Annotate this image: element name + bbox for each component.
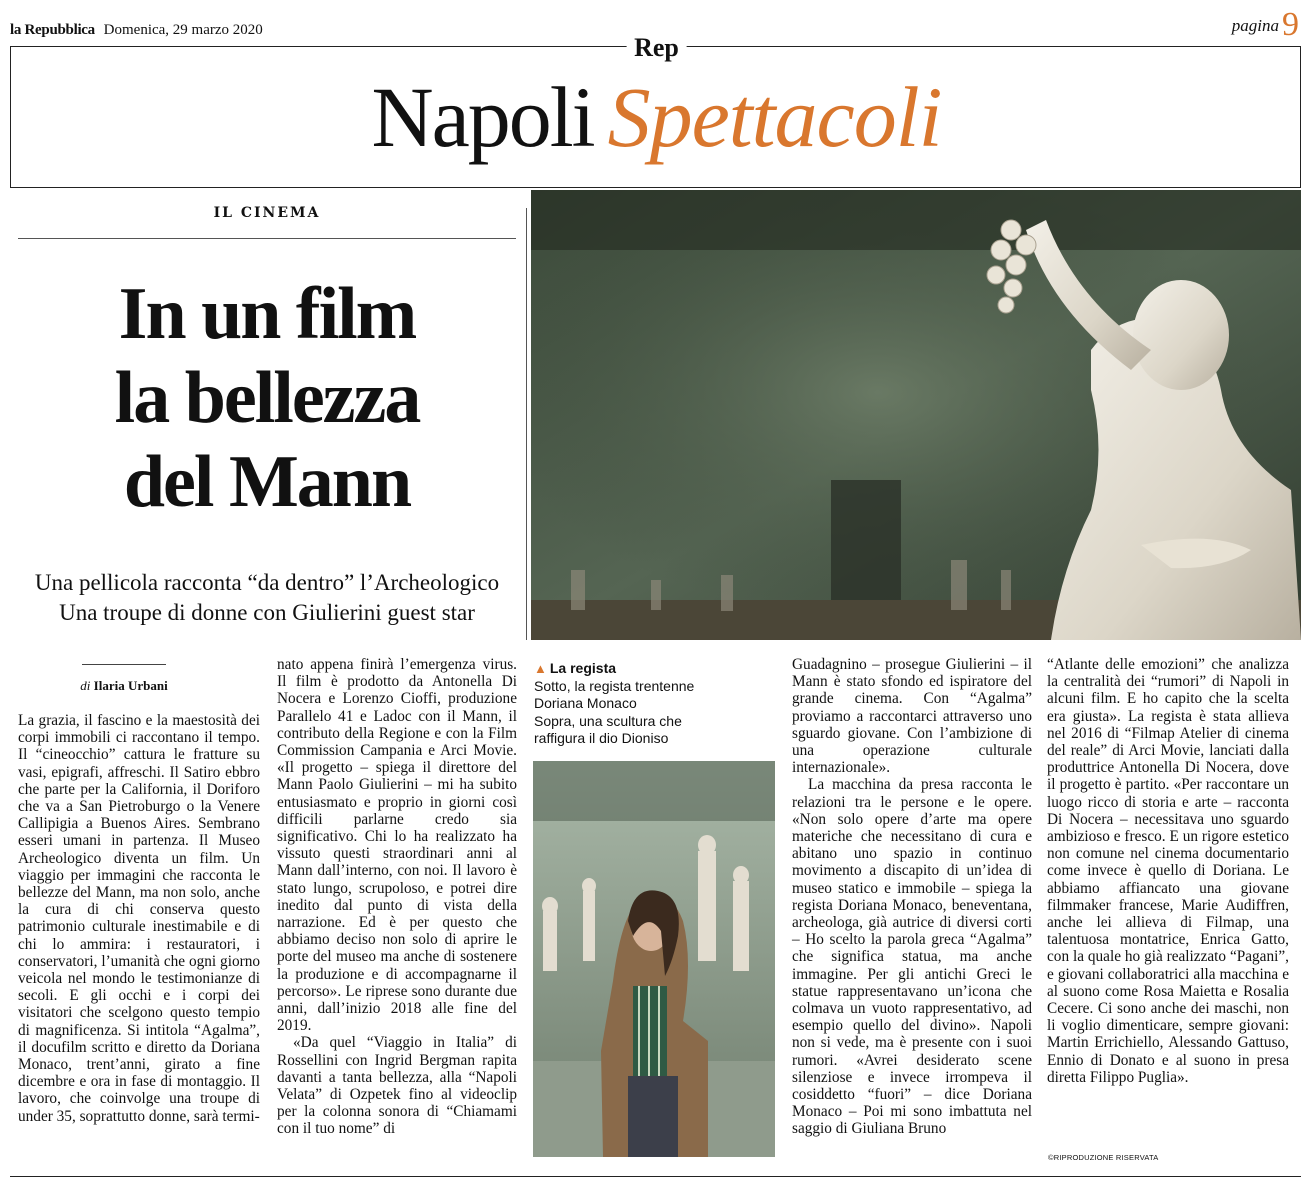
page-label: pagina: [1231, 16, 1279, 35]
bottom-divider: [10, 1176, 1301, 1177]
kicker: IL CINEMA: [213, 205, 321, 221]
column-divider: [526, 208, 527, 640]
paragraph: Guadagnino – prosegue Giulierini – il Mann è stato sfondo ed ispiratore del grande cinema. Con “Agalma” proviamo a raccontarci attraverso uno sguardo giovane. Con l’ambizione di una operazione culturale internazionale».: [792, 656, 1032, 777]
rep-logo: Rep: [626, 33, 687, 63]
article-column-2: [277, 656, 517, 1138]
paragraph: La grazia, il fascino e la maestosità dei corpi immobili ci raccontano il tempo. Il “cineocchio” cattura le fratture su vasi, epigrafi, affreschi. Il Satiro ebbro che parte per la California, il Doriforo che va a San Pietroburgo o la Venere Callipigia a Buenos Aires. Sembrano esseri umani in partenza. Il Museo Archeologico diventa un film. Un viaggio per immagini che racconta le bellezze del Mann, ma non solo, anche la cura di chi conserva questo patrimonio culturale inestimabile e di chi lo ammira: i restauratori, i conservatori, l’umanità che ogni giorno veicola nel mondo le testimonianze di secoli. E gli occhi e i corpi dei visitatori che scelgono questo tempio di magnificenza. Si intitola “Agalma”, il docufilm scritto e diretto da Doriana Monaco, trent’anni, girato a fine dicembre e ora in fase di montaggio. Il lavoro, che coinvolge una troupe di under 35, soprattutto donne, sarà termi-: [18, 712, 260, 1125]
headline-line: del Mann: [123, 441, 411, 523]
statue-photo: [531, 190, 1301, 640]
caption-title: La regista: [549, 660, 617, 676]
section-title-main: Napoli: [371, 69, 594, 165]
copyright-credit: ©RIPRODUZIONE RISERVATA: [1048, 1153, 1159, 1162]
paragraph: «Da quel “Viaggio in Italia” di Rossellini con Ingrid Bergman rapita davanti a tanta bellezza, alla “Napoli Velata” di Ozpetek fino al videoclip per la colonna sonora di “Chiamami con il tuo nome” di: [277, 1034, 517, 1138]
headline-line: In un film: [118, 273, 416, 355]
masthead-left: [10, 20, 263, 39]
caption-line: Sopra, una scultura che: [534, 712, 682, 729]
caption-line: raffigura il dio Dioniso: [534, 730, 669, 747]
page-indicator: [1232, 6, 1299, 44]
subhead-line: Una pellicola racconta “da dentro” l’Archeologico: [34, 570, 500, 595]
director-photo: [533, 761, 775, 1157]
article-column-4: [792, 656, 1032, 1138]
paragraph: “Atlante delle emozioni” che analizza la centralità dei “rumori” di Napoli in alcuni film. E ho capito che la scelta era giusta». La regista è stata allieva nel 2016 di “Filmap Atelier di cinema del reale” di Arci Movie, lanciati dalla produttrice Antonella Di Nocera, dove il progetto è partito. «Per raccontare un luogo ricco di storia e arte – racconta Di Nocera – necessitava uno sguardo ambizioso e fresco. E un rigore estetico non comune nel cinema documentario come invece è quello di Doriana. Le abbiamo affiancato una giovane filmmaker francese, Marie Audiffren, anche lei allieva di Filmap, una talentuosa montatrice, Enrica Gatto, con la quale ho già realizzato “Pagani”, e giovani collaboratrici alla macchina e al suono come Rosa Maietta e Rosalia Cecere. Ci sono anche dei maschi, non li voglio dimenticare, sempre giovani: Martin Errichiello, Alessando Gattuso, Ennio di Donato e al suono in presa diretta Filippo Puglia».: [1047, 656, 1289, 1086]
article-column-1: [18, 712, 260, 1125]
paragraph: nato appena finirà l’emergenza virus. Il film è prodotto da Antonella Di Nocera e Lorenzo Cioffi, produzione Parallelo 41 e Ladoc con il Mann, il contributo della Regione e con la Film Commission Campania e Arci Movie. «Il progetto – spiega il direttore del Mann Paolo Giulierini – mi ha subito entusiasmato e proprio in giorni così difficili parlarne credo sia significativo. Chi lo ha realizzato ha vissuto questi straordinari anni al Mann dall’interno, con noi. Il lavoro è stato lungo, scrupoloso, e potrei dire inedito dal punto di vista della narrazione. Ed è per questo che abbiamo deciso non solo di aprire le porte del museo ma anche di sostenere la produzione e di accompagnarne il percorso». Le riprese sono durante due anni, dall’inizio 2018 alle fine del 2019.: [277, 656, 517, 1035]
section-title: [0, 62, 1313, 172]
byline-prefix: di: [80, 678, 91, 693]
subhead-line: Una troupe di donne con Giulierini guest star: [59, 600, 475, 625]
caption-line: Doriana Monaco: [534, 695, 637, 712]
section-title-accent: Spettacoli: [607, 69, 942, 165]
photo-caption: [534, 660, 769, 748]
caption-line: Sotto, la regista trentenne: [534, 677, 695, 694]
byline: [18, 678, 230, 694]
article-column-5: [1047, 656, 1289, 1086]
issue-date: Domenica, 29 marzo 2020: [103, 22, 263, 38]
kicker-divider: [18, 238, 516, 239]
paper-name: la Repubblica: [10, 22, 95, 38]
caption-triangle-icon: ▲: [534, 661, 547, 676]
headline-line: la bellezza: [114, 357, 420, 439]
page-number: 9: [1282, 6, 1299, 43]
headline: [18, 272, 516, 524]
byline-divider: [82, 664, 166, 665]
paragraph: La macchina da presa racconta le relazioni tra le persone e le opere. «Non solo opere d’arte ma opere materiche che necessitano di cura e abitano uno spazio in continuo movimento a discapito di un’idea di museo statico e immobile – spiega la regista Doriana Monaco, beneventana, archeologa, già autrice di diversi corti – Ho scelto la parola greca “Agalma” che significa statua, ma anche immagine. Per gli antichi Greci le statue rappresentavano un’icona che colmava un vuoto rappresentativo, ad esempio quello del divino». Napoli non si vede, ma è presente con i suoi rumori. «Avrei desiderato scene silenziose e invece irrompeva il cosiddetto “fuori” – dice Doriana Monaco – Poi mi sono imbattuta nel saggio di Giuliana Bruno: [792, 776, 1032, 1138]
subhead: [18, 568, 516, 628]
byline-author: Ilaria Urbani: [93, 678, 168, 693]
